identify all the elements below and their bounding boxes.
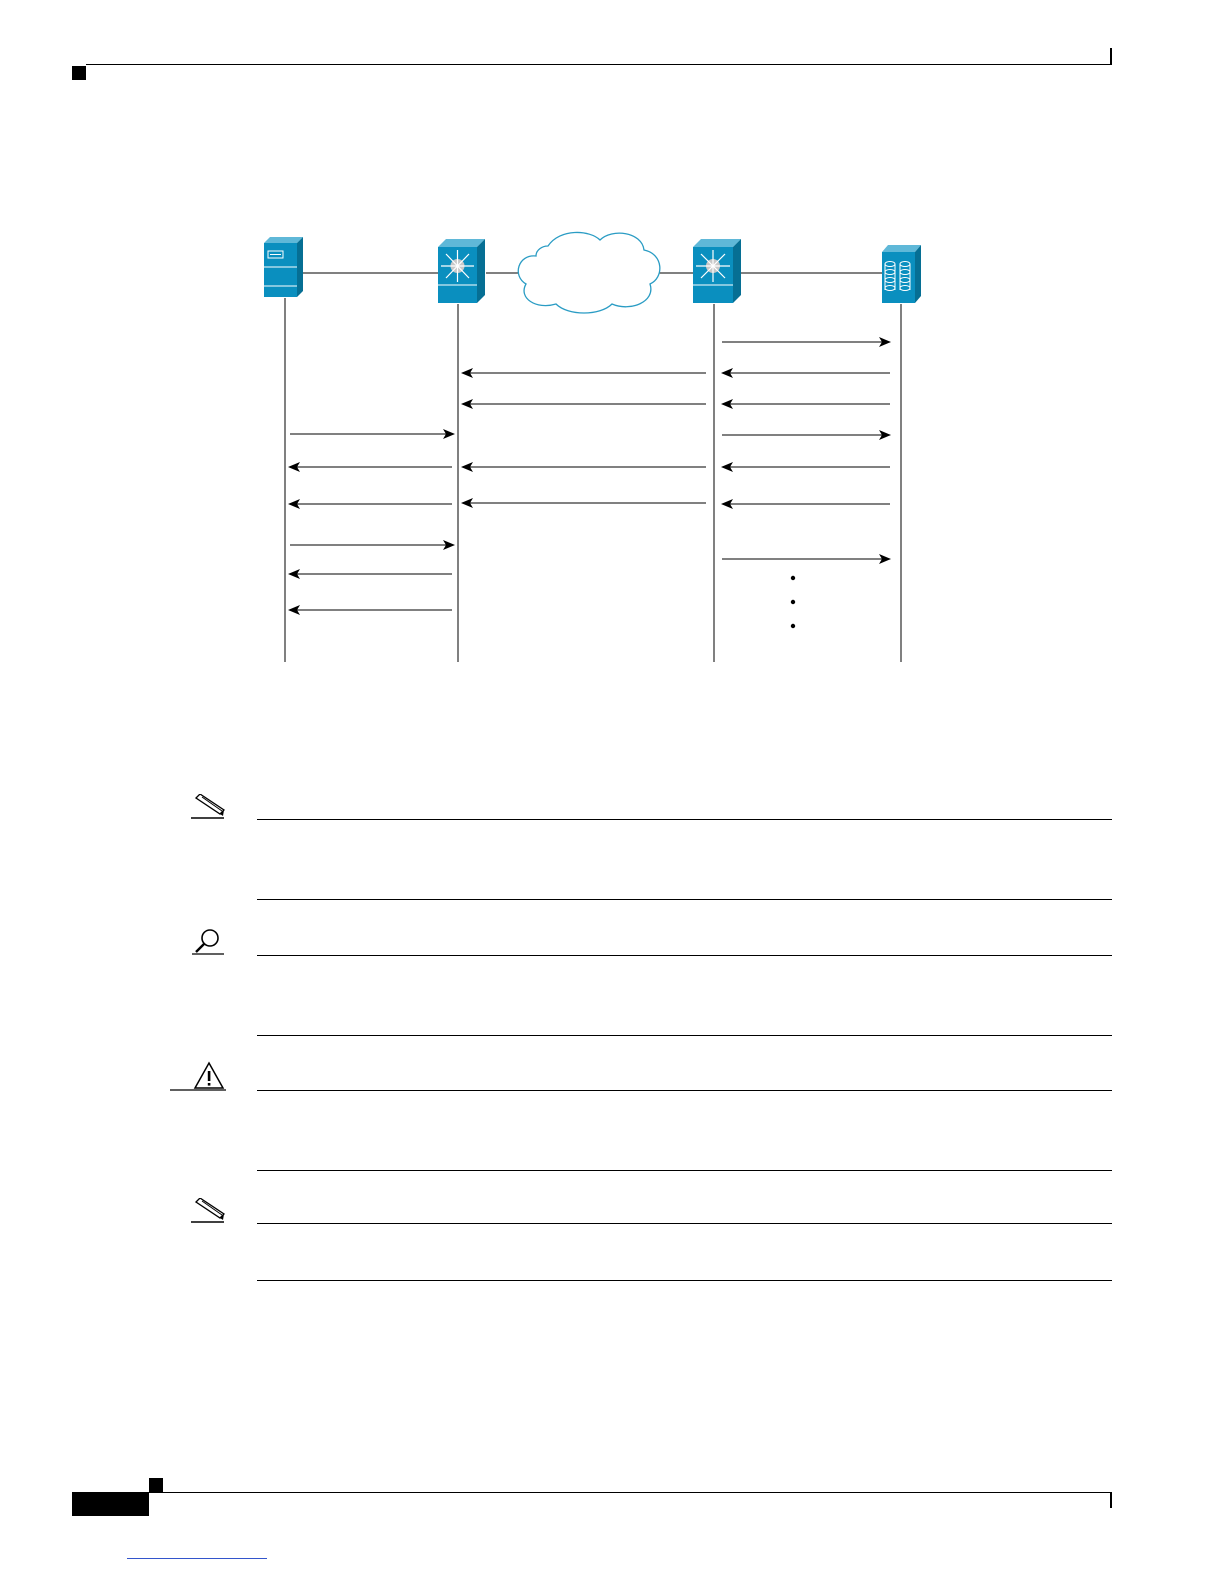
- pencil-note-icon: [188, 1198, 228, 1226]
- mds-switch-icon: [438, 239, 485, 303]
- message-arrows: [289, 342, 890, 610]
- caution-triangle-icon: [168, 1060, 228, 1092]
- footer-link-underline[interactable]: [127, 1558, 267, 1559]
- tip-rule-top: [257, 955, 1112, 956]
- footer-corner-marker: [149, 1478, 163, 1492]
- caution-rule-top: [257, 1090, 1112, 1091]
- caution-rule-bottom: [257, 1170, 1112, 1171]
- lifelines: [285, 298, 901, 662]
- magnifier-tip-icon: [190, 926, 226, 956]
- tip-rule-bottom: [257, 1035, 1112, 1036]
- note-rule-bottom: [257, 899, 1112, 900]
- note-rule-top: [257, 1223, 1112, 1224]
- ip-cloud-icon: [518, 232, 660, 313]
- footer-rule: [149, 1492, 1112, 1493]
- disk-array-icon: [882, 245, 921, 303]
- sequence-diagram: [0, 0, 1224, 700]
- mds-switch-icon: [693, 239, 741, 303]
- note-rule-top: [257, 819, 1112, 820]
- note-rule-bottom: [257, 1280, 1112, 1281]
- pencil-note-icon: [188, 794, 228, 822]
- continuation-dots: [791, 576, 795, 628]
- footer-rule-tick: [1110, 1492, 1112, 1508]
- page-number-tab: [72, 1492, 149, 1516]
- server-icon: [264, 237, 303, 297]
